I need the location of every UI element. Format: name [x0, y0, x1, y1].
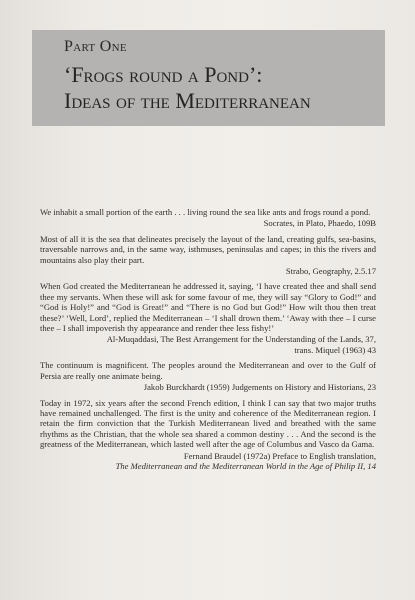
attribution-line: Al-Muqaddasi, The Best Arrangement for the Understanding of the Lands, 37, [106, 334, 376, 345]
quote-strabo [40, 234, 376, 277]
quote-text: We inhabit a small portion of the earth . . . living round the sea like ants and frogs round a pond. [40, 207, 371, 217]
quote-attribution: Jakob Burckhardt (1959) Judgements on History and Historians, 23 [143, 382, 376, 393]
attribution-line: trans. Miquel (1963) 43 [294, 344, 376, 355]
quote-al-muqaddasi [40, 281, 376, 355]
part-title-line-1: ‘Frogs round a Pond’: [64, 62, 263, 87]
attribution-line: The Mediterranean and the Mediterranean World in the Age of Philip II, 14 [115, 460, 376, 471]
quote-text: Today in 1972, six years after the second French edition, I think I can say that two major truths have remained unchallenged. The first is the unity and coherence of the Mediterranean region. I retain the firm conviction that the Turkish Mediterranean lived and breathed with the same rhythms as the Christian, that the whole sea shared a common destiny . . . And the second is the greatness of the Mediterranean, which lasted well after the age of Columbus and Vasco da Gama. [40, 397, 376, 450]
quote-attribution [40, 451, 376, 472]
quote-attribution: Socrates, in Plato, Phaedo, 109B [263, 218, 376, 229]
quote-attribution [40, 334, 376, 355]
quote-text: When God created the Mediterranean he addressed it, saying, ‘I have created thee and shall send thee my servants. When these will ask for some favour of me, they will say “Glory to God!” and “God is Holy!” and “God is Great!” and “There is no God but God!” How wilt thou then treat these?’ ‘Well, Lord’, replied the Mediterranean – ‘I shall drown them.’ ‘Away with thee – I curse thee – I shall impoverish thy appearance and render thee less fishy!’ [40, 281, 376, 334]
part-title-line-2: Ideas of the Mediterranean [64, 88, 311, 113]
attribution-line: Fernand Braudel (1972a) Preface to English translation, [183, 450, 376, 461]
quote-attribution: Strabo, Geography, 2.5.17 [285, 266, 376, 277]
quote-burckhardt [40, 360, 376, 392]
part-label: Part One [64, 38, 127, 55]
quote-braudel [40, 398, 376, 472]
quote-text: The continuum is magnificent. The peoples around the Mediterranean and over to the Gulf of Persia are really one animate being. [40, 360, 376, 381]
quote-text: Most of all it is the sea that delineates precisely the layout of the land, creating gulfs, sea-basins, traversable narrows and, in the same way, isthmuses, peninsulas and capes; in this the rivers and mountains also play their part. [40, 233, 376, 265]
quote-socrates [40, 207, 376, 229]
epigraph-quotes [40, 207, 376, 476]
